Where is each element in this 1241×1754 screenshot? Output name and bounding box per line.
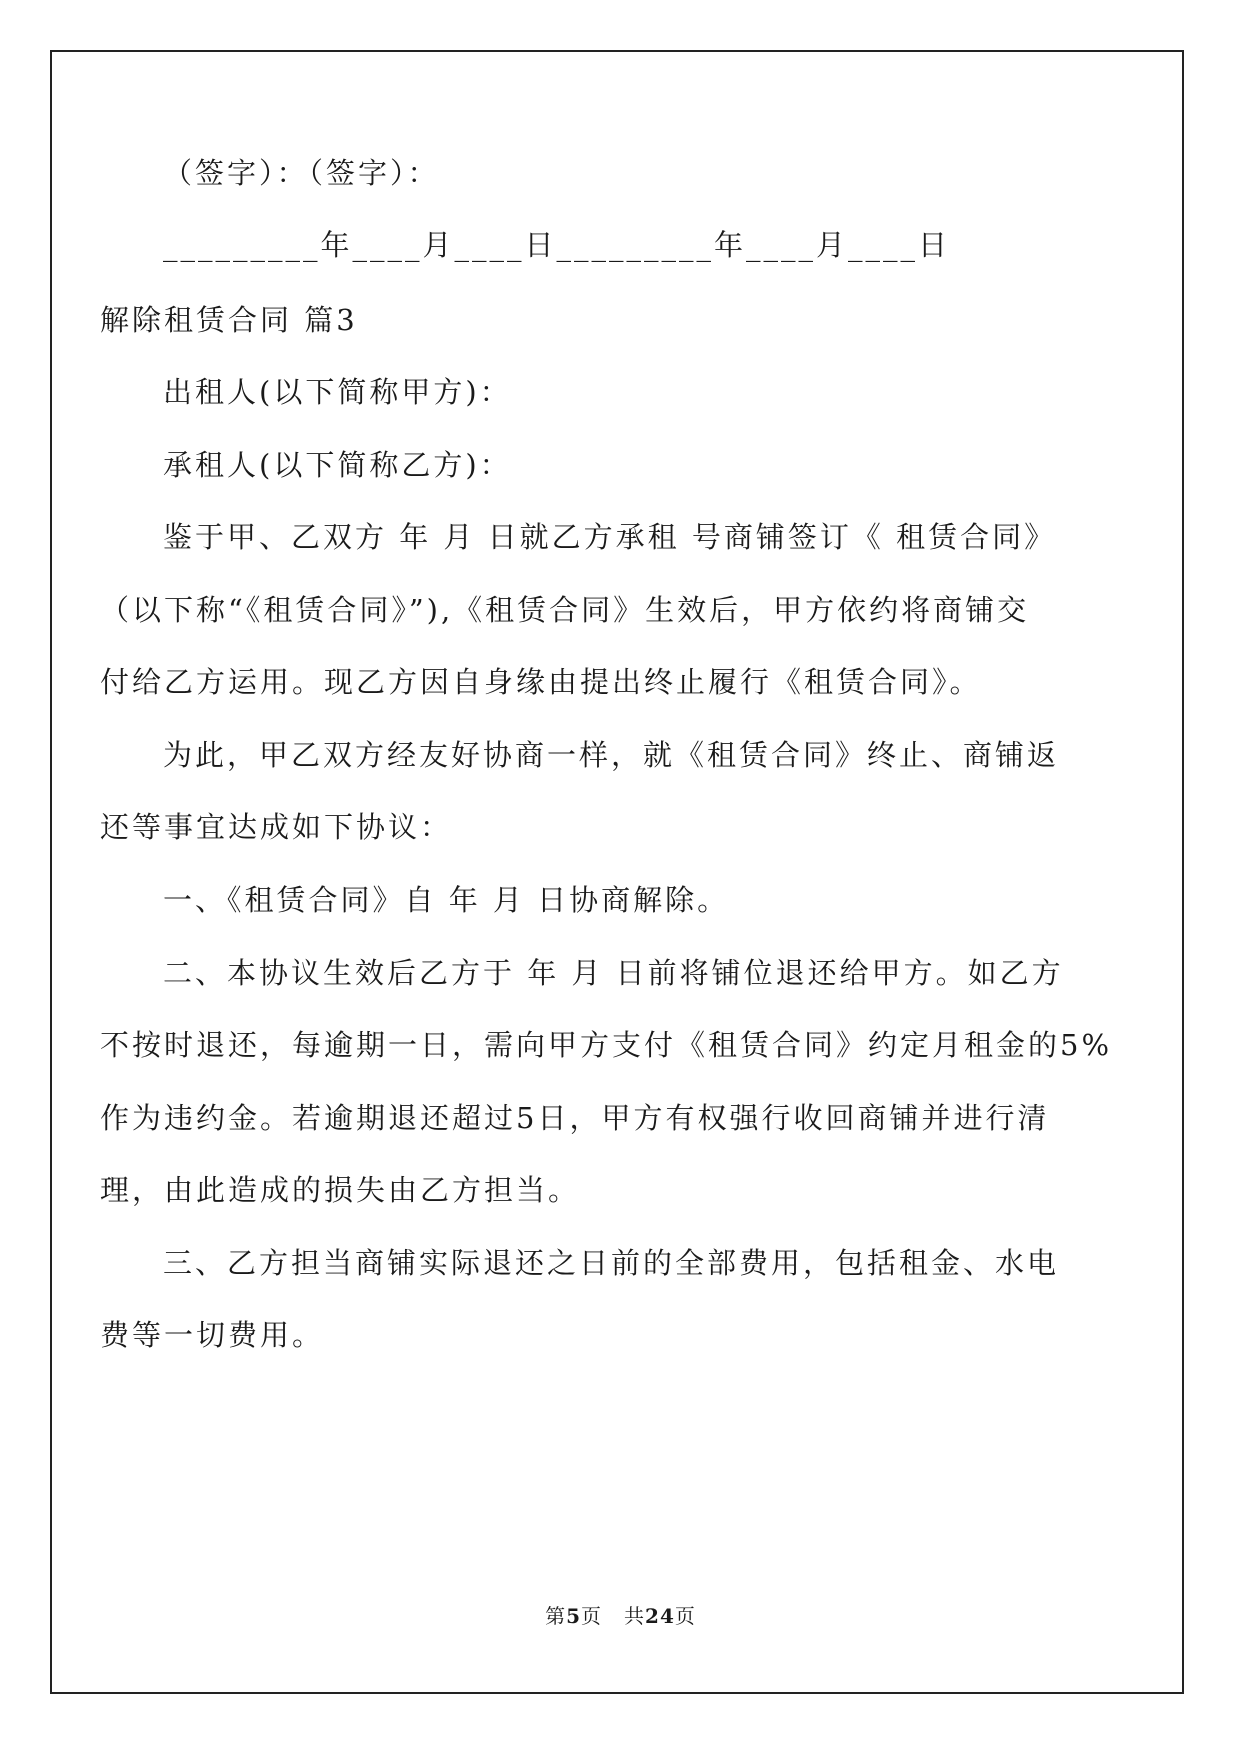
clause-three-line: 费等一切费用。: [100, 1318, 325, 1352]
paragraph-agreement-line: 为此，甲乙双方经友好协商一样，就《租赁合同》终止、商铺返: [163, 738, 1060, 772]
paragraph-preamble-line: 鉴于甲、乙双方 年 月 日就乙方承租 号商铺签订《 租赁合同》: [163, 520, 1057, 554]
clause-two-line: 理，由此造成的损失由乙方担当。: [100, 1173, 581, 1207]
clause-one: 一、《租赁合同》自 年 月 日协商解除。: [163, 883, 730, 917]
footer-page-total: 24: [645, 1604, 675, 1628]
footer-page-prefix: 第: [545, 1604, 567, 1628]
footer-total-suffix: 页: [674, 1604, 696, 1628]
lessor-line: 出租人(以下简称甲方)：: [163, 375, 512, 409]
signature-dates: _________年____月____日_________年____月____日: [163, 228, 951, 262]
clause-two-line: 不按时退还，每逾期一日，需向甲方支付《租赁合同》约定月租金的5%: [100, 1028, 1113, 1062]
page-footer: [0, 1600, 1241, 1629]
footer-page-current: 5: [566, 1604, 582, 1628]
signature-labels: （签字）：（签字）：: [163, 156, 440, 190]
page-frame: [50, 50, 1184, 1694]
paragraph-preamble-line: 付给乙方运用。现乙方因自身缘由提出终止履行《租赁合同》。: [100, 665, 982, 699]
footer-page-mid: 页: [581, 1604, 603, 1628]
paragraph-preamble-line: （以下称“《租赁合同》”),《租赁合同》生效后，甲方依约将商铺交: [100, 593, 1030, 627]
footer-total-prefix: 共: [624, 1604, 646, 1628]
lessee-line: 承租人(以下简称乙方)：: [163, 448, 512, 482]
clause-two-line: 二、本协议生效后乙方于 年 月 日前将铺位退还给甲方。如乙方: [163, 956, 1064, 990]
clause-two-line: 作为违约金。若逾期退还超过5日，甲方有权强行收回商铺并进行清: [100, 1101, 1050, 1135]
clause-three-line: 三、乙方担当商铺实际退还之日前的全部费用，包括租金、水电: [163, 1246, 1060, 1280]
paragraph-agreement-line: 还等事宜达成如下协议：: [100, 810, 453, 844]
section-heading: 解除租赁合同 篇3: [100, 303, 358, 337]
